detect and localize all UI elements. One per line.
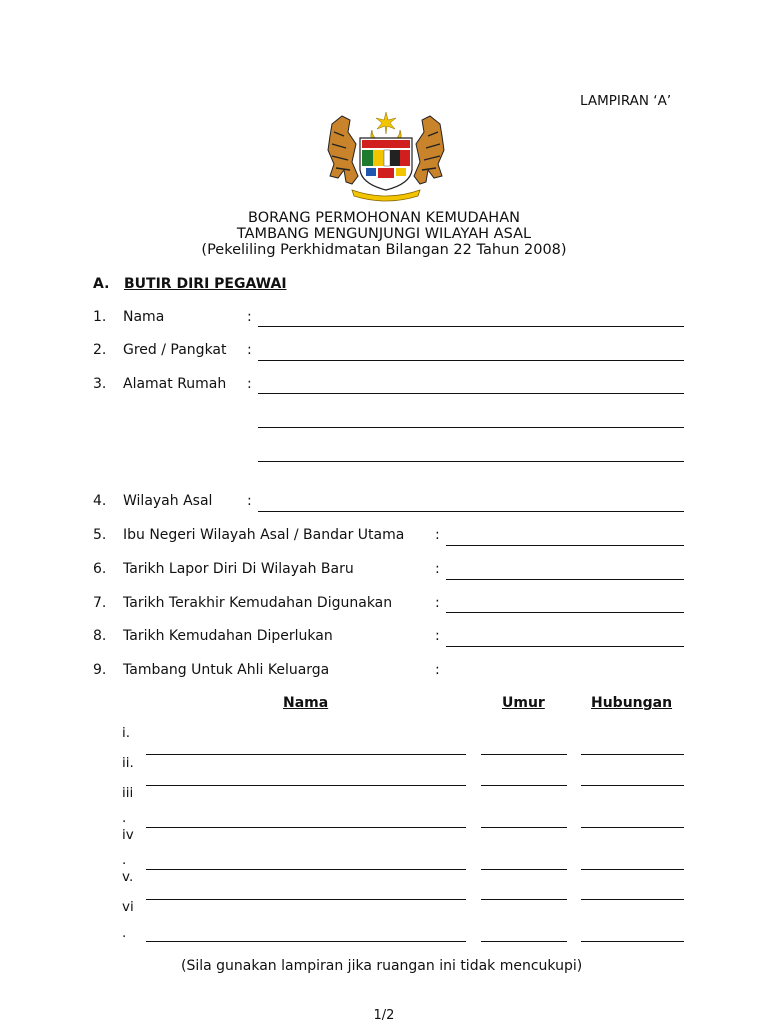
family-umur-line[interactable] <box>481 869 567 870</box>
family-hubungan-line[interactable] <box>581 869 684 870</box>
field-colon: : <box>435 527 440 543</box>
row-numeral: . <box>122 852 127 868</box>
family-hubungan-line[interactable] <box>581 785 684 786</box>
row-numeral: iv <box>122 827 134 843</box>
section-title: BUTIR DIRI PEGAWAI <box>124 276 287 292</box>
gred-input-line[interactable] <box>258 360 684 361</box>
family-nama-line[interactable] <box>146 754 466 755</box>
wilayah-asal-input-line[interactable] <box>258 511 684 512</box>
family-nama-line[interactable] <box>146 869 466 870</box>
lampiran-label: LAMPIRAN ‘A’ <box>580 93 672 109</box>
field-colon: : <box>247 342 252 358</box>
family-umur-line[interactable] <box>481 754 567 755</box>
family-umur-line[interactable] <box>481 941 567 942</box>
field-label-nama: Nama <box>123 309 165 325</box>
family-hubungan-line[interactable] <box>581 827 684 828</box>
section-letter: A. <box>93 276 110 292</box>
field-colon: : <box>247 493 252 509</box>
form-title-line-2: TAMBANG MENGUNJUNGI WILAYAH ASAL <box>236 226 532 242</box>
row-numeral: iii <box>122 785 134 801</box>
family-hubungan-line[interactable] <box>581 899 684 900</box>
tarikh-terakhir-input-line[interactable] <box>446 612 684 613</box>
family-nama-line[interactable] <box>146 785 466 786</box>
ibu-negeri-input-line[interactable] <box>446 545 684 546</box>
field-label-tambang-keluarga: Tambang Untuk Ahli Keluarga <box>123 662 330 678</box>
table-header-umur: Umur <box>502 695 545 711</box>
table-header-hubungan: Hubungan <box>591 695 673 711</box>
alamat-input-line-3[interactable] <box>258 461 684 462</box>
alamat-input-line-1[interactable] <box>258 393 684 394</box>
page-number: 1/2 <box>373 1008 395 1023</box>
field-label-tarikh-lapor: Tarikh Lapor Diri Di Wilayah Baru <box>123 561 354 577</box>
alamat-input-line-2[interactable] <box>258 427 684 428</box>
field-label-alamat: Alamat Rumah <box>123 376 227 392</box>
field-number: 7. <box>93 595 107 611</box>
field-label-ibu-negeri: Ibu Negeri Wilayah Asal / Bandar Utama <box>123 527 405 543</box>
nama-input-line[interactable] <box>258 326 684 327</box>
table-header-nama: Nama <box>283 695 329 711</box>
family-nama-line[interactable] <box>146 899 466 900</box>
row-numeral: . <box>122 810 127 826</box>
field-number: 5. <box>93 527 107 543</box>
family-umur-line[interactable] <box>481 899 567 900</box>
tarikh-lapor-input-line[interactable] <box>446 579 684 580</box>
field-colon: : <box>435 595 440 611</box>
attachment-note: (Sila gunakan lampiran jika ruangan ini tidak mencukupi) <box>181 958 583 974</box>
family-nama-line[interactable] <box>146 941 466 942</box>
field-colon: : <box>247 309 252 325</box>
field-colon: : <box>435 561 440 577</box>
field-label-tarikh-terakhir: Tarikh Terakhir Kemudahan Digunakan <box>123 595 393 611</box>
row-numeral: vi <box>122 899 134 915</box>
field-number: 6. <box>93 561 107 577</box>
tarikh-diperlukan-input-line[interactable] <box>446 646 684 647</box>
field-label-tarikh-diperlukan: Tarikh Kemudahan Diperlukan <box>123 628 333 644</box>
field-number: 3. <box>93 376 107 392</box>
row-numeral: v. <box>122 869 134 885</box>
field-colon: : <box>435 662 440 678</box>
family-hubungan-line[interactable] <box>581 941 684 942</box>
field-number: 1. <box>93 309 107 325</box>
field-number: 4. <box>93 493 107 509</box>
family-nama-line[interactable] <box>146 827 466 828</box>
row-numeral: . <box>122 925 127 941</box>
field-label-gred: Gred / Pangkat <box>123 342 227 358</box>
form-title-line-1: BORANG PERMOHONAN KEMUDAHAN <box>248 210 520 226</box>
field-number: 2. <box>93 342 107 358</box>
field-label-wilayah-asal: Wilayah Asal <box>123 493 213 509</box>
row-numeral: i. <box>122 725 131 741</box>
malaysia-coat-of-arms-icon <box>322 110 450 202</box>
row-numeral: ii. <box>122 755 134 771</box>
form-title-line-3: (Pekeliling Perkhidmatan Bilangan 22 Tahun 2008) <box>201 242 567 258</box>
field-number: 9. <box>93 662 107 678</box>
family-umur-line[interactable] <box>481 785 567 786</box>
field-colon: : <box>247 376 252 392</box>
field-colon: : <box>435 628 440 644</box>
family-hubungan-line[interactable] <box>581 754 684 755</box>
field-number: 8. <box>93 628 107 644</box>
family-umur-line[interactable] <box>481 827 567 828</box>
